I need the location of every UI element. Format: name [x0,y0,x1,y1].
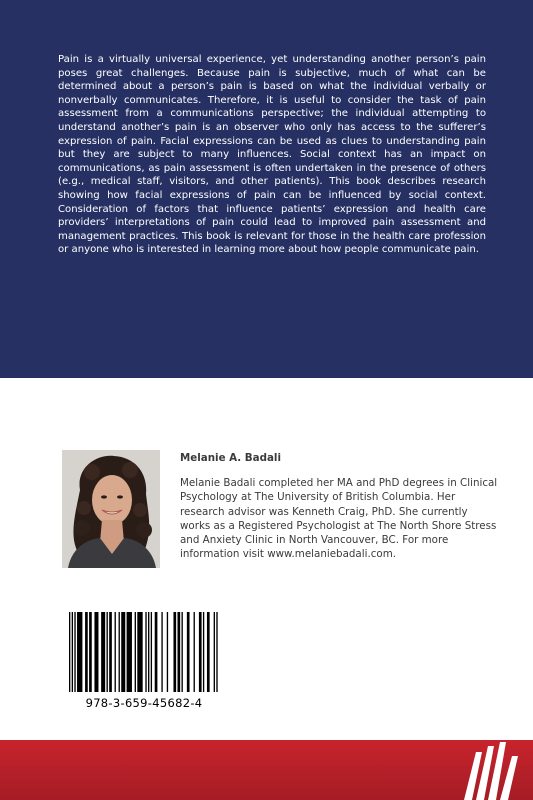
author-biography: Melanie Badali completed her MA and PhD degrees in Clinical Psychology at The University of British Columbia. Her research advisor was Kenneth Craig, PhD. She currently works as a Registered Psychologist at The North Shore Stress and Anxiety Clinic in North Vancouver, BC. For more information visit www.melaniebadali.com. [180,477,498,561]
barcode-bar [74,612,75,692]
barcode-bar [135,612,136,692]
barcode-bar [115,612,116,692]
barcode-bar [72,612,73,692]
barcode-bar [85,612,88,692]
barcode-bar [77,612,82,692]
barcode-bar [199,612,202,692]
barcode-bar [101,612,105,692]
barcode-bar [109,612,112,692]
barcode-bar [167,612,168,692]
barcode-bar [207,612,210,692]
isbn-number: 978-3-659-45682-4 [85,696,203,710]
barcode-bar [173,612,176,692]
barcode-bar [127,612,132,692]
barcode-bar [177,612,180,692]
barcode-bar [182,612,183,692]
author-photo [62,450,160,568]
barcode-bar [151,612,152,692]
barcode-bar [119,612,120,692]
barcode-bar [148,612,149,692]
author-portrait [62,450,160,568]
barcode-icon [67,612,221,694]
barcode-bar [194,612,195,692]
publisher-logo-icon [462,742,518,800]
book-description: Pain is a virtually universal experience, yet understanding another person’s pain poses great challenges. Because pain is subjective, much of what can be determined about a person’s pain is based on what the individual verbally or nonverbally communicates. Therefore, it is useful to consider the task of pain assessment from a communications perspective; the individual attempting to understand another’s pain is an observer who only has access to the sufferer’s expression of pain. Facial expressions can be used as clues to understanding pain but they are subject to many influences. Social context has an impact on communications, as pain assessment is often undertaken in the presence of others (e.g., medical staff, visitors, and other patients). This book describes research showing how facial expressions of pain can be influenced by social context. Consideration of factors that influence patients’ expression and health care providers’ interpretations of pain could lead to improved pain assessment and management practices. This book is relevant for those in the health care profession or anyone who is interested in learning more about how people communicate pain. [58,54,486,256]
barcode-bar [203,612,204,692]
barcode-bar [155,612,158,692]
barcode-bar [69,612,70,692]
isbn-barcode [62,612,226,716]
barcode-bar [121,612,125,692]
publisher-band [0,740,533,800]
barcode-bar [161,612,162,692]
barcode-bar [216,612,217,692]
barcode-bar [145,612,146,692]
barcode-bar [137,612,142,692]
back-cover-blurb-panel [0,0,533,378]
barcode-bar [89,612,92,692]
barcode-bar [94,612,98,692]
barcode-bar [187,612,190,692]
barcode-bar [107,612,108,692]
author-name: Melanie A. Badali [180,452,281,464]
barcode-bar [214,612,215,692]
